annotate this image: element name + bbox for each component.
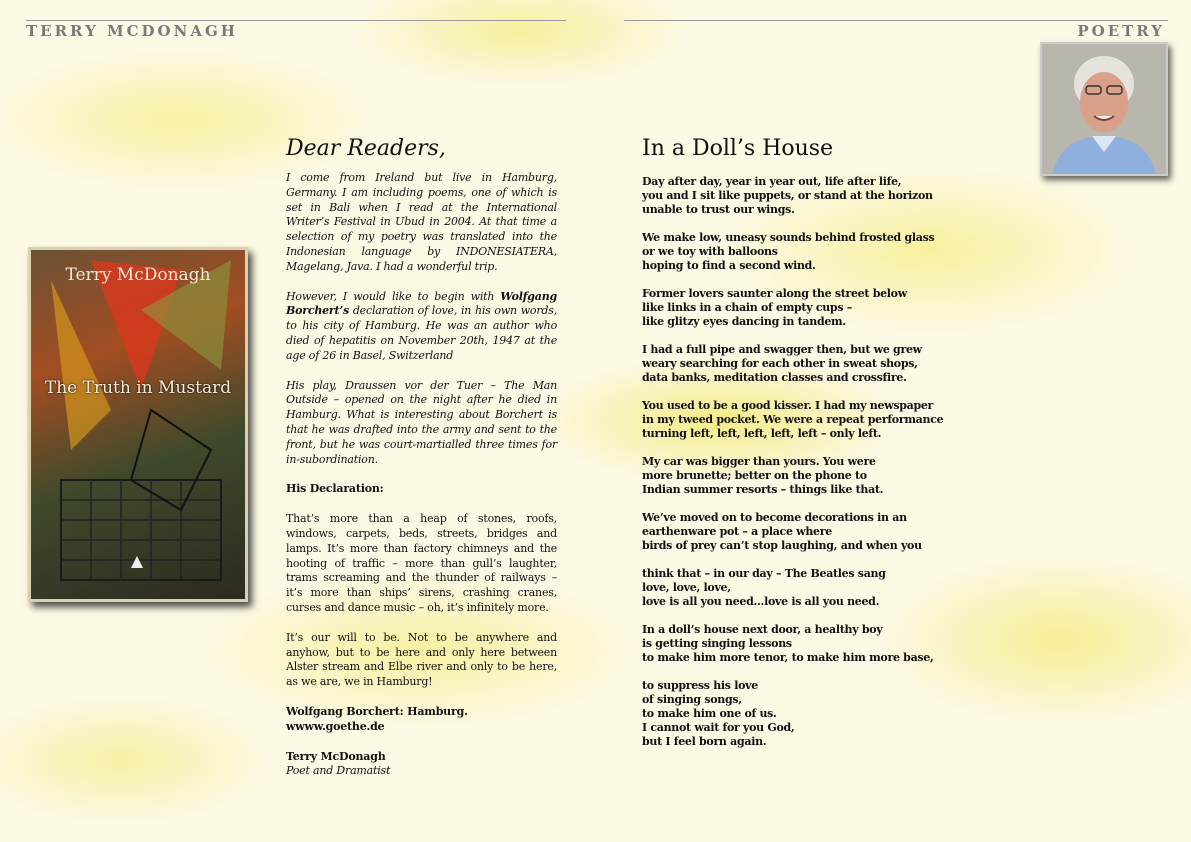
poem-line: is getting singing lessons: [642, 637, 792, 650]
poem-title: In a Doll’s House: [642, 136, 834, 161]
poem-line: think that – in our day – The Beatles sang: [642, 567, 886, 580]
poem-line: You used to be a good kisser. I had my newspaper: [642, 399, 934, 412]
poem-line: turning left, left, left, left, left – only left.: [642, 427, 882, 440]
poem-line: to make him more tenor, to make him more base,: [642, 651, 934, 664]
letter-paragraph-2-end: declaration of love, in his own words, to his city of Hamburg. He was an author who died of hepatitis on November 20th, 1947 at the age of 26 in Basel, Switzerland: [286, 304, 557, 362]
borchert-name: Wolfgang Borchert’s: [286, 289, 557, 318]
source-url[interactable]: wwww.goethe.de: [286, 719, 385, 733]
book-cover: [28, 247, 248, 602]
author-photo-image: [1042, 44, 1166, 174]
header-author: TERRY MCDONAGH: [26, 22, 238, 40]
poem-body: [642, 175, 962, 749]
poem-stanza: [642, 567, 962, 609]
poem-line: My car was bigger than yours. You were: [642, 455, 876, 468]
poem-line: Indian summer resorts – things like that.: [642, 483, 884, 496]
poem-line: I had a full pipe and swagger then, but we grew: [642, 343, 922, 356]
header-section: POETRY: [1077, 22, 1165, 40]
header-rule-right: [624, 20, 1168, 21]
book-author: Terry McDonagh: [65, 265, 211, 285]
poem-line: to make him one of us.: [642, 707, 777, 720]
source-line: Wolfgang Borchert: Hamburg.: [286, 704, 468, 718]
poem-line: to suppress his love: [642, 679, 758, 692]
poem-line: more brunette; better on the phone to: [642, 469, 867, 482]
source-block: [286, 705, 557, 735]
poem-stanza: [642, 623, 962, 665]
declaration-paragraph-1: That’s more than a heap of stones, roofs, windows, carpets, beds, streets, bridges and lamps. It’s more than factory chimneys and the hooting of traffic – more than gull’s laughter, trams screaming and the thunder of railways – it’s more than ships’ sirens, crashing cranes, curses and dance music – oh, it’s infinitely more.: [286, 512, 557, 614]
poem-line: love, love, love,: [642, 581, 731, 594]
poem-line: earthenware pot – a place where: [642, 525, 832, 538]
poem-stanza: [642, 399, 962, 441]
poem-line: Former lovers saunter along the street below: [642, 287, 907, 300]
poem-line: We make low, uneasy sounds behind frosted glass: [642, 231, 935, 244]
poem-line: or we toy with balloons: [642, 245, 778, 258]
header-rule-left: [26, 20, 566, 21]
poem-line: In a doll’s house next door, a healthy boy: [642, 623, 883, 636]
letter-paragraph-1: I come from Ireland but live in Hamburg, Germany. I am including poems, one of which is set in Bali when I read at the International Writer’s Festival in Ubud in 2004. At that time a selection of my poetry was translated into the Indonesian language by INDONESIATERA, Magelang, Java. I had a wonderful trip.: [286, 171, 557, 273]
poem-stanza: [642, 343, 962, 385]
poem-line: weary searching for each other in sweat shops,: [642, 357, 918, 370]
declaration-heading: His Declaration:: [286, 482, 384, 496]
letter-heading: Dear Readers,: [286, 136, 446, 161]
poem-stanza: [642, 287, 962, 329]
poem-line: hoping to find a second wind.: [642, 259, 816, 272]
poem-line: like glitzy eyes dancing in tandem.: [642, 315, 846, 328]
poem-line: Day after day, year in year out, life after life,: [642, 175, 902, 188]
poem-stanza: [642, 679, 962, 749]
declaration-paragraph-2: It’s our will to be. Not to be anywhere and anyhow, but to be here and only here between Alster stream and Elbe river and only to be here, as we are, we in Hamburg!: [286, 630, 557, 689]
poem-stanza: [642, 455, 962, 497]
poem-line: love is all you need...love is all you need.: [642, 595, 880, 608]
poem-stanza: [642, 511, 962, 553]
poem-line: in my tweed pocket. We were a repeat performance: [642, 413, 944, 426]
poem-column: [642, 136, 962, 763]
poem-line: birds of prey can’t stop laughing, and when you: [642, 539, 922, 552]
signature: [286, 750, 557, 780]
book-cover-artwork: [31, 250, 245, 599]
poem-line: We’ve moved on to become decorations in an: [642, 511, 907, 524]
poem-stanza: [642, 175, 962, 217]
poem-line: I cannot wait for you God,: [642, 721, 795, 734]
poem-line: like links in a chain of empty cups –: [642, 301, 852, 314]
signature-role: Poet and Dramatist: [286, 764, 391, 778]
poem-line: but I feel born again.: [642, 735, 767, 748]
poem-stanza: [642, 231, 962, 273]
author-photo: [1040, 42, 1168, 176]
poem-line: unable to trust our wings.: [642, 203, 795, 216]
book-title: The Truth in Mustard: [44, 378, 232, 398]
poem-line: of singing songs,: [642, 693, 742, 706]
letter-column: [286, 136, 557, 794]
signature-name: Terry McDonagh: [286, 749, 386, 763]
letter-paragraph-3: His play, Draussen vor der Tuer – The Man Outside – opened on the night after he died in Hamburg. What is interesting about Borchert is that he was drafted into the army and sent to the front, but he was court-martialled three times for in-subordination.: [286, 378, 557, 466]
poem-line: data banks, meditation classes and crossfire.: [642, 371, 907, 384]
poem-line: you and I sit like puppets, or stand at the horizon: [642, 189, 933, 202]
letter-paragraph-2-start: However, I would like to begin with: [286, 289, 501, 303]
letter-paragraph-2: [286, 290, 557, 364]
